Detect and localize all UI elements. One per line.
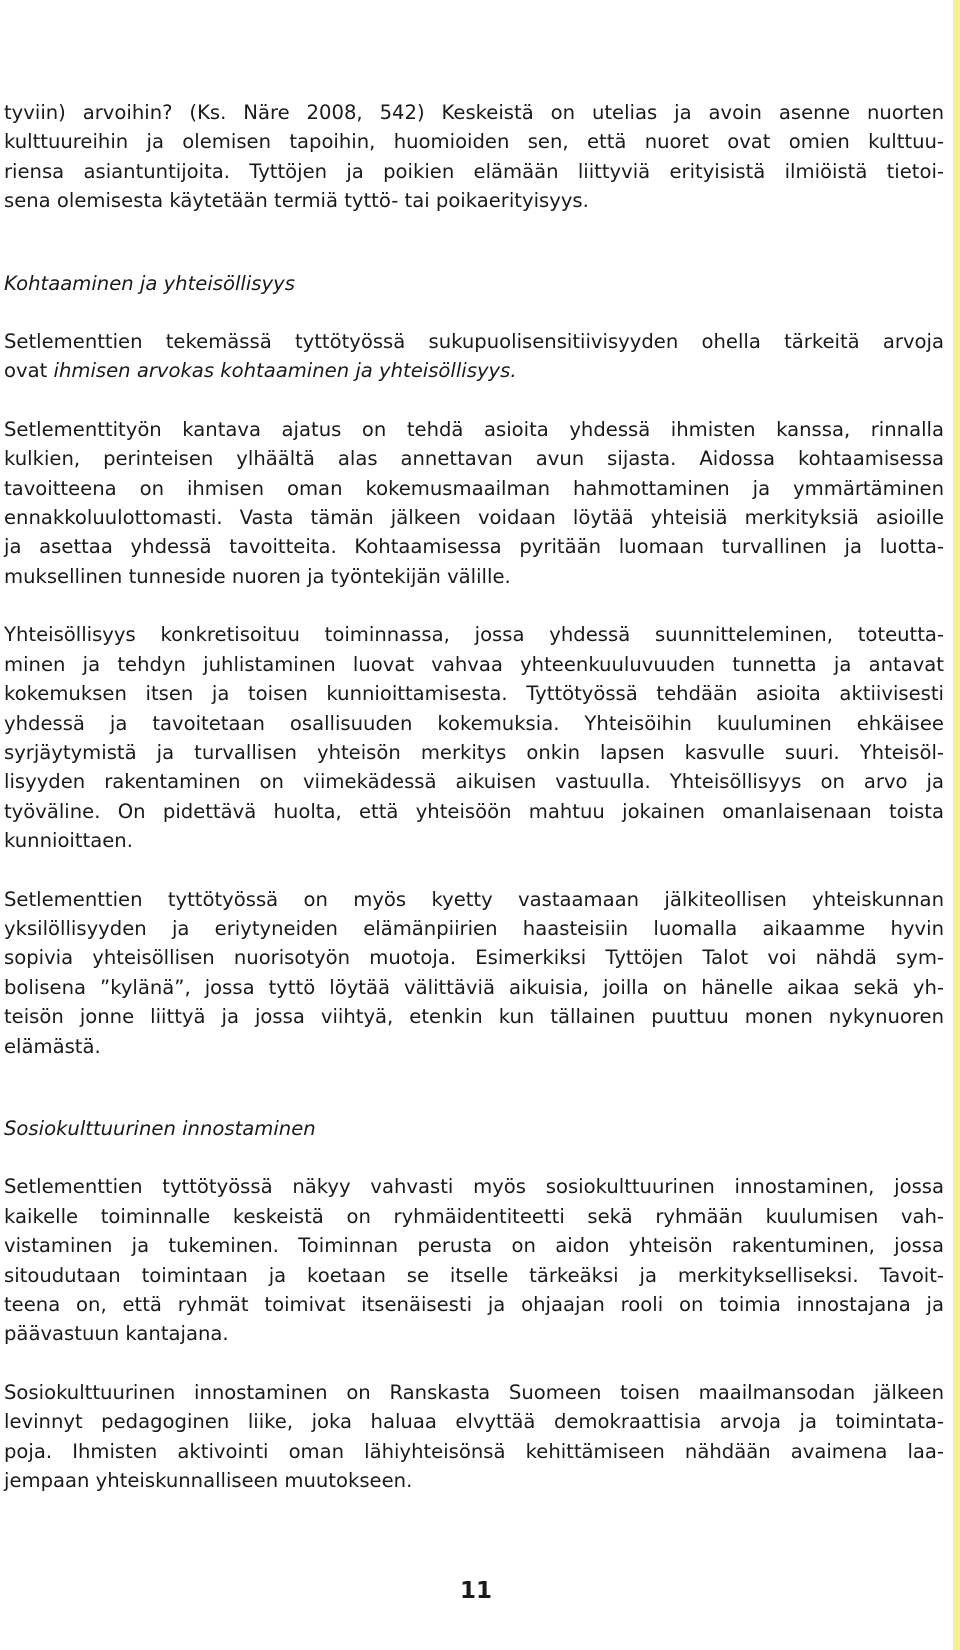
text-fragment: ovat [4,359,54,383]
text-line: tavoitteena on ihmisen oman kokemusmaailman hahmottaminen ja ymmärtäminen [4,476,944,500]
text-line: sopivia yhteisöllisen nuorisotyön muotoja. Esimerkiksi Tyttöjen Talot voi nähdä sym- [4,946,944,970]
paragraph-5 [4,885,944,1061]
text-line: sitoudutaan toimintaan ja koetaan se itselle tärkeäksi ja merkitykselliseksi. Tavoit- [4,1263,944,1287]
text-line: kokemuksen itsen ja toisen kunnioittamisesta. Tyttötyössä tehdään asioita aktiivisesti [4,682,944,706]
text-line: teena on, että ryhmät toimivat itsenäisesti ja ohjaajan rooli on toimia innostajana ja [4,1293,944,1316]
text-line: bolisena ”kylänä”, jossa tyttö löytää välittäviä aikuisia, joilla on hänelle aikaa sekä yh- [4,975,944,999]
text-line: syrjäytymistä ja turvallisen yhteisön merkitys onkin lapsen kasvulle suuri. Yhteisöl- [4,740,944,764]
text-line: Setlementtien tyttötyössä näkyy vahvasti myös sosiokulttuurinen innostaminen, jossa [4,1175,944,1199]
text-line: sena olemisesta käytetään termiä tyttö- tai poikaerityisyys. [4,189,589,213]
text-line: riensa asiantuntijoita. Tyttöjen ja poikien elämään liittyviä erityisistä ilmiöistä tietoi- [4,159,944,183]
text-line: tyviin) arvoihin? (Ks. Näre 2008, 542) Keskeistä on utelias ja avoin asenne nuorten [4,101,944,124]
text-line: ennakkoluulottomasti. Vasta tämän jälkeen voidaan löytää yhteisiä merkityksiä asioille [4,506,944,530]
text-line: yksilöllisyyden ja eriytyneiden elämänpiirien haasteisiin luomalla aikaamme hyvin [4,916,944,940]
text-line: jempaan yhteiskunnalliseen muutokseen. [4,1469,413,1493]
paragraph-2 [4,327,944,386]
text-line: Yhteisöllisyys konkretisoituu toiminnassa, jossa yhdessä suunnitteleminen, toteutta- [4,623,944,647]
text-line: vistaminen ja tukeminen. Toiminnan perusta on aidon yhteisön rakentuminen, jossa [4,1234,944,1258]
text-line: päävastuun kantajana. [4,1322,229,1346]
paragraph-1 [4,98,944,216]
text-line: Setlementtityön kantava ajatus on tehdä asioita yhdessä ihmisten kanssa, rinnalla [4,417,944,441]
text-line: minen ja tehdyn juhlistaminen luovat vahvaa yhteenkuuluvuuden tunnetta ja antavat [4,652,944,676]
text-line: Sosiokulttuurinen innostaminen on Ranskasta Suomeen toisen maailmansodan jälkeen [4,1380,944,1404]
text-line: työväline. On pidettävä huolta, että yhteisöön mahtuu jokainen omanlaisenaan toista [4,799,944,823]
document-page [4,98,944,1495]
text-line: kaikelle toiminnalle keskeistä on ryhmäidentiteetti sekä ryhmään kuulumisen vah- [4,1204,944,1228]
text-line: kulkien, perinteisen ylhäältä alas annettavan avun sijasta. Aidossa kohtaamisessa [4,447,944,471]
text-line: elämästä. [4,1034,101,1058]
text-line: muksellinen tunneside nuoren ja työntekijän välille. [4,564,511,588]
text-line: lisyyden rakentaminen on viimekädessä aikuisen vastuulla. Yhteisöllisyys on arvo ja [4,770,944,794]
paragraph-4 [4,620,944,855]
section-heading: Sosiokulttuurinen innostaminen [4,1116,316,1140]
text-line: ja asettaa yhdessä tavoitteita. Kohtaamisessa pyritään luomaan turvallinen ja luotta- [4,535,944,559]
section-heading: Kohtaaminen ja yhteisöllisyys [4,271,295,295]
text-line: teisön jonne liittyä ja jossa viihtyä, etenkin kun tällainen puuttuu monen nykynuoren [4,1005,944,1029]
text-line: poja. Ihmisten aktivointi oman lähiyhteisönsä kehittämiseen nähdään avaimena laa- [4,1439,944,1463]
emphasized-text: ihmisen arvokas kohtaaminen ja yhteisöllisyys. [53,359,517,383]
text-line: kunnioittaen. [4,829,133,853]
paragraph-7 [4,1378,944,1496]
text-line: kulttuureihin ja olemisen tapoihin, huomioiden sen, että nuoret ovat omien kulttuu- [4,130,944,154]
text-line: Setlementtien tyttötyössä on myös kyetty vastaamaan jälkiteollisen yhteiskunnan [4,887,944,911]
text-line: yhdessä ja tavoitetaan osallisuuden kokemuksia. Yhteisöihin kuuluminen ehkäisee [4,711,944,735]
text-line: Setlementtien tekemässä tyttötyössä sukupuolisensitiivisyyden ohella tärkeitä arvoja [4,330,944,354]
text-line [4,356,944,385]
paragraph-3 [4,415,944,591]
page-edge-accent [953,0,960,1650]
text-line: levinnyt pedagoginen liike, joka haluaa elvyttää demokraattisia arvoja ja toimintata- [4,1410,944,1434]
paragraph-6 [4,1172,944,1348]
page-number: 11 [459,1578,492,1604]
